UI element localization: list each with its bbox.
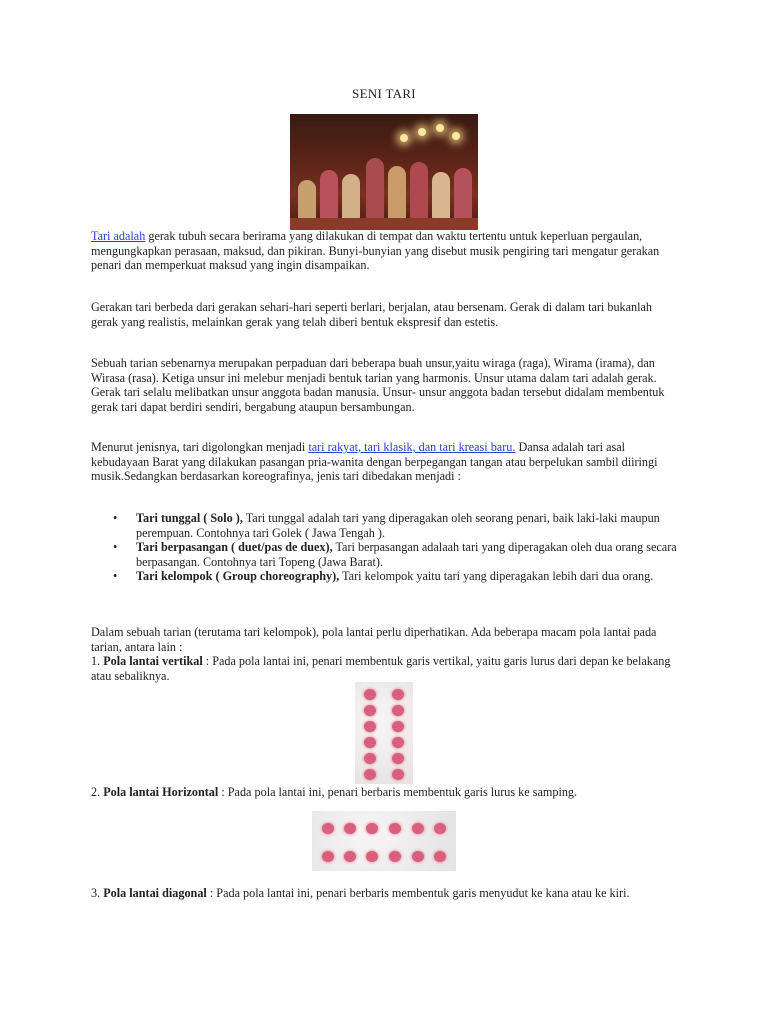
paragraph-jenis	[91, 440, 681, 484]
vertical-pattern-diagram	[355, 682, 413, 784]
list-item	[91, 569, 681, 584]
pola-text: : Pada pola lantai ini, penari membentuk garis vertikal, yaitu garis lurus dari depan ke belakang atau sebaliknya.	[91, 654, 671, 683]
list-item-text: Tari berpasangan adalaah tari yang diperagakan oleh dua orang secara berpasangan. Contohnya tari Topeng (Jawa Barat).	[136, 540, 677, 569]
pola-vertikal	[91, 654, 681, 683]
paragraph-unsur: Sebuah tarian sebenarnya merupakan perpaduan dari beberapa buah unsur,yaitu wiraga (raga), Wirama (irama), dan Wirasa (rasa). Ketiga unsur ini melebur menjadi bentuk tarian yang harmonis. Unsur utama dalam tari adalah gerak. Gerak tari selalu melibatkan unsur anggota badan manusia. Unsur- unsur anggota badan tersebut didalam membentuk gerak tari dapat berdiri sendiri, bergabung ataupun bersambungan.	[91, 356, 665, 414]
pola-horizontal	[91, 785, 681, 800]
pola-text: : Pada pola lantai ini, penari berbaris membentuk garis lurus ke samping.	[218, 785, 578, 799]
list-item-term: Tari tunggal ( Solo ),	[136, 511, 243, 525]
list-item-text: Tari kelompok yaitu tari yang diperagakan lebih dari dua orang.	[339, 569, 654, 584]
pola-diagonal	[91, 886, 681, 901]
list-item	[91, 540, 681, 569]
list-item	[91, 511, 681, 540]
page-title: SENI TARI	[352, 86, 416, 101]
paragraph-text: gerak tubuh secara berirama yang dilakukan di tempat dan waktu tertentu untuk keperluan pergaulan, mengungkapkan perasaan, maksud, dan pikiran. Bunyi-bunyian yang disebut musik pengiring tari mengatur gerakan penari dan memperkuat maksud yang ingin disampaikan.	[91, 229, 660, 273]
bullet-icon: •	[113, 540, 118, 555]
item-number: 2.	[91, 785, 104, 799]
paragraph-definition	[91, 229, 681, 273]
dance-types-list	[91, 511, 681, 584]
pola-term: Pola lantai diagonal	[103, 886, 207, 900]
dancers-photo	[290, 114, 478, 230]
item-number: 3.	[91, 886, 104, 900]
paragraph-pola-lantai: Dalam sebuah tarian (terutama tari kelompok), pola lantai perlu diperhatikan. Ada beberapa macam pola lantai pada tarian, antara lain :	[91, 625, 657, 654]
list-item-text: Tari tunggal adalah tari yang diperagakan oleh seorang penari, baik laki-laki maupun perempuan. Contohnya tari Golek ( Jawa Tengah ).	[136, 511, 660, 540]
paragraph-gerakan: Gerakan tari berbeda dari gerakan sehari-hari seperti berlari, berjalan, atau bersenam. Gerak di dalam tari bukanlah gerak yang realistis, melainkan gerak yang telah diberi bentuk ekspresif dan estetis.	[91, 300, 653, 329]
link-jenis-tari[interactable]: tari rakyat, tari klasik, dan tari kreasi baru.	[308, 440, 516, 454]
pola-term: Pola lantai vertikal	[103, 654, 203, 668]
link-tari-adalah[interactable]: Tari adalah	[91, 229, 146, 243]
list-item-term: Tari kelompok ( Group choreography),	[136, 569, 340, 584]
bullet-icon: •	[113, 511, 118, 525]
item-number: 1.	[91, 654, 104, 668]
pola-text: : Pada pola lantai ini, penari berbaris membentuk garis menyudut ke kana atau ke kiri.	[206, 886, 630, 900]
pola-term: Pola lantai Horizontal	[103, 785, 219, 799]
paragraph-text: Menurut jenisnya, tari digolongkan menjadi	[91, 440, 309, 454]
bullet-icon: •	[113, 569, 118, 584]
horizontal-pattern-diagram	[312, 811, 456, 871]
paragraph-text: Dansa adalah tari asal kebudayaan Barat yang dilakukan pasangan pria-wanita dengan berpegangan tangan atau berpelukan sambil diiringi musik.Sedangkan berdasarkan koreografinya, jenis tari dibedakan menjadi :	[91, 440, 658, 484]
list-item-term: Tari berpasangan ( duet/pas de duex),	[136, 540, 333, 555]
